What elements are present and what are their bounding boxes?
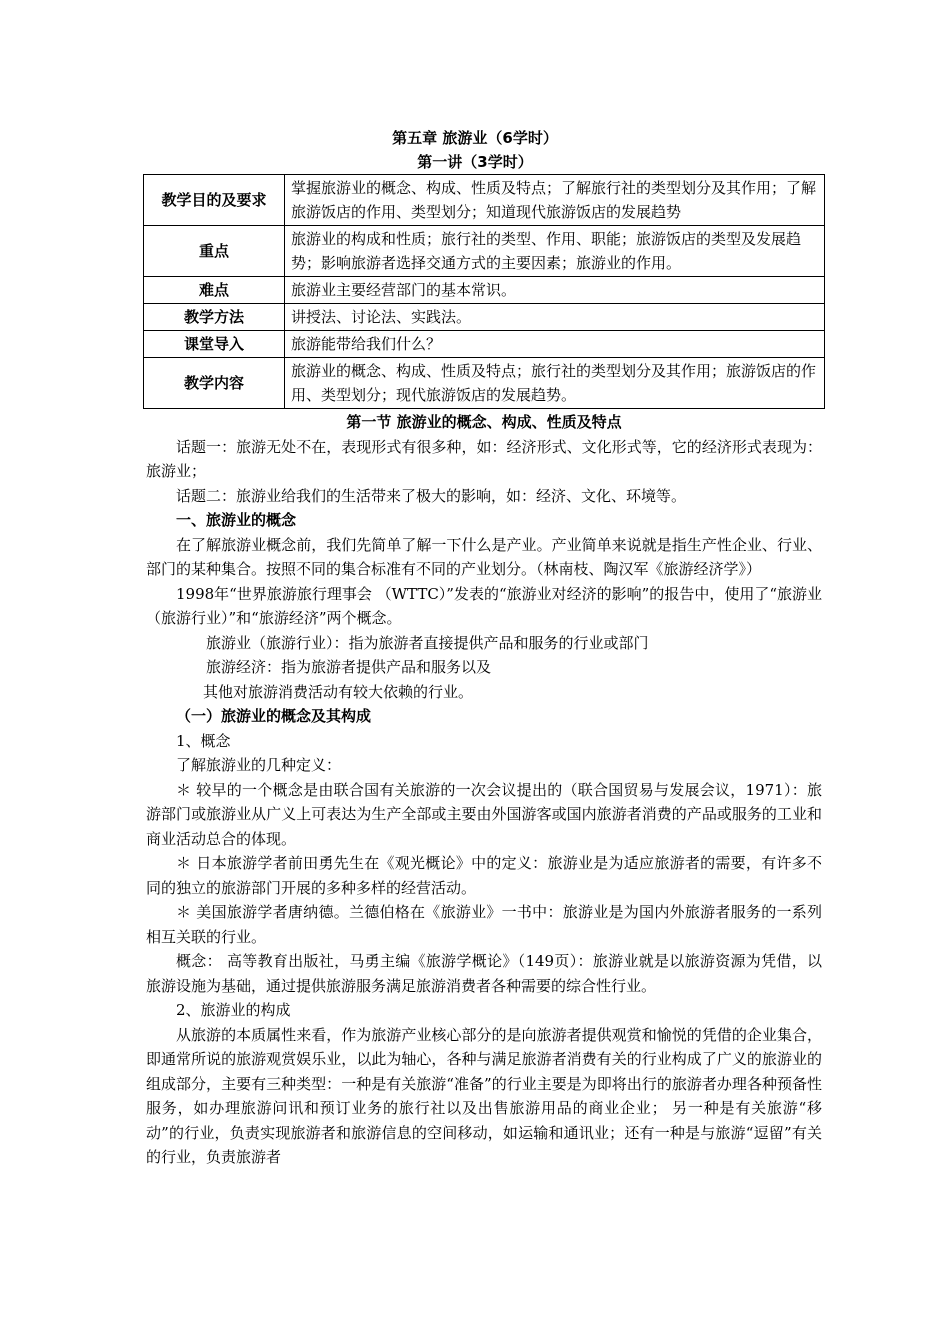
- chapter-title: 第五章 旅游业（6学时）: [392, 129, 558, 147]
- row-content-key-points: 旅游业的构成和性质；旅行社的类型、作用、职能；旅游饭店的类型及发展趋势；影响旅游者选择交通方式的主要因素；旅游业的作用。: [285, 226, 825, 277]
- definition-tourism-economy-1: 旅游经济：指为旅游者提供产品和服务以及: [206, 658, 492, 676]
- definition-tourism-economy-2: 其他对旅游消费活动有较大依赖的行业。: [203, 682, 474, 701]
- row-label-key-points: 重点: [144, 226, 285, 277]
- table-row: [144, 175, 825, 226]
- table-row: [144, 226, 825, 277]
- paragraph-concept: 概念： 高等教育出版社，马勇主编《旅游学概论》（149页）：旅游业就是以旅游资源为凭借，以旅游设施为基础，通过提供旅游服务满足旅游消费者各种需要的综合性行业。: [146, 952, 822, 995]
- paragraph-definition-un: ＊ 较早的一个概念是由联合国有关旅游的一次会议提出的（联合国贸易与发展会议，1971）：旅游部门或旅游业从广义上可表达为生产全部或主要由外国游客或国内旅游者消费的产品或服务的工业和商业活动总合的体现。: [146, 780, 822, 848]
- paragraph-topic-2: 话题二：旅游业给我们的生活带来了极大的影响，如：经济、文化、环境等。: [176, 486, 687, 505]
- paragraph-industry: 在了解旅游业概念前，我们先简单了解一下什么是产业。产业简单来说就是指生产性企业、行业、部门的某种集合。按照不同的集合标准有不同的产业划分。（林南枝、陶汉军《旅游经济学》）: [146, 535, 822, 578]
- subheading-composition: 2、旅游业的构成: [176, 1001, 291, 1019]
- paragraph-definition-us: ＊ 美国旅游学者唐纳德。兰德伯格在《旅游业》一书中：旅游业是为国内外旅游者服务的一系列相互关联的行业。: [146, 903, 822, 946]
- row-label-content: 教学内容: [144, 358, 285, 409]
- table-row: [144, 358, 825, 409]
- row-label-objectives: 教学目的及要求: [144, 175, 285, 226]
- row-content-introduction: 旅游能带给我们什么？: [285, 331, 825, 358]
- paragraph-composition: 从旅游的本质属性来看，作为旅游产业核心部分的是向旅游者提供观赏和愉悦的凭借的企业集合，即通常所说的旅游观赏娱乐业，以此为轴心，各种与满足旅游者消费有关的行业构成了广义的旅游业的组成部分，主要有三种类型：一种是有关旅游“准备”的行业主要是为即将出行的旅游者办理各种预备性服务，如办理旅游问讯和预订业务的旅行社以及出售旅游用品的商业企业； 另一种是有关旅游“移动”的行业，负责实现旅游者和旅游信息的空间移动，如运输和通讯业；还有一种是与旅游“逗留”有关的行业，负责旅游者: [146, 1025, 822, 1166]
- row-content-methods: 讲授法、讨论法、实践法。: [285, 304, 825, 331]
- definition-tourism-industry: 旅游业（旅游行业）：指为旅游者直接提供产品和服务的行业或部门: [206, 633, 649, 652]
- body-text: [146, 410, 822, 1170]
- lecture-title: 第一讲（3学时）: [417, 153, 533, 171]
- row-label-difficulties: 难点: [144, 277, 285, 304]
- table-row: [144, 331, 825, 358]
- row-content-difficulties: 旅游业主要经营部门的基本常识。: [285, 277, 825, 304]
- row-label-introduction: 课堂导入: [144, 331, 285, 358]
- row-label-methods: 教学方法: [144, 304, 285, 331]
- paragraph-wttc: 1998年“世界旅游旅行理事会 （WTTC）”发表的“旅游业对经济的影响”的报告中，使用了“旅游业（旅游行业）”和“旅游经济”两个概念。: [146, 584, 822, 627]
- heading-concept: 一、旅游业的概念: [176, 511, 297, 529]
- paragraph-definition-japan: ＊ 日本旅游学者前田勇先生在《观光概论》中的定义：旅游业是为适应旅游者的需要，有许多不同的独立的旅游部门开展的多种多样的经营活动。: [146, 854, 822, 897]
- section-title: 第一节 旅游业的概念、构成、性质及特点: [346, 413, 622, 431]
- heading-concept-composition: （一）旅游业的概念及其构成: [176, 707, 372, 725]
- table-row: [144, 304, 825, 331]
- row-content-objectives: 掌握旅游业的概念、构成、性质及特点；了解旅行社的类型划分及其作用；了解旅游饭店的作用、类型划分；知道现代旅游饭店的发展趋势: [285, 175, 825, 226]
- row-content-content: 旅游业的概念、构成、性质及特点；旅行社的类型划分及其作用；旅游饭店的作用、类型划分；现代旅游饭店的发展趋势。: [285, 358, 825, 409]
- subheading-concept: 1、概念: [176, 731, 231, 750]
- table-row: [144, 277, 825, 304]
- paragraph-several-definitions: 了解旅游业的几种定义：: [176, 756, 342, 774]
- teaching-plan-table: [143, 174, 825, 409]
- paragraph-topic-1: 话题一：旅游无处不在，表现形式有很多种，如：经济形式、文化形式等，它的经济形式表现为：旅游业；: [146, 437, 822, 480]
